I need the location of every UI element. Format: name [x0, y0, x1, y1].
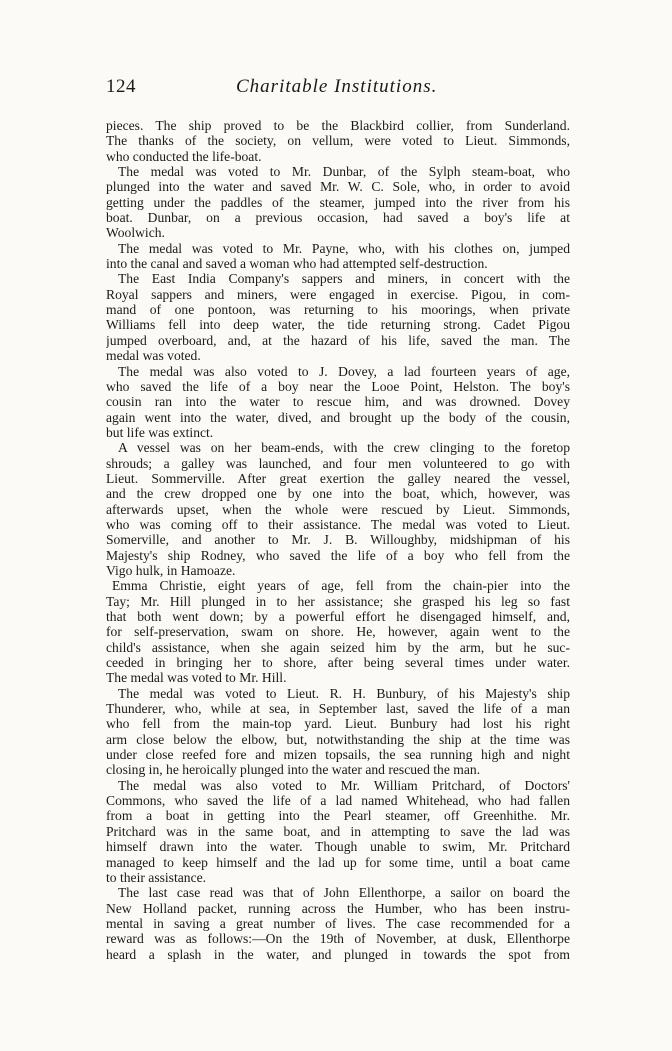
text-line: Lieut. Sommerville. After great exertion the galley neared the vessel, — [106, 470, 570, 486]
text-line: for self-preservation, swam on shore. He, however, again went to the — [106, 624, 570, 640]
text-line: The medal was also voted to J. Dovey, a lad fourteen years of age, — [118, 363, 570, 379]
text-line: under close reefed fore and mizen topsails, the sea running high and night — [106, 747, 570, 763]
text-line: closing in, he heroically plunged into the water and rescued the man. — [106, 762, 481, 778]
text-line: Emma Christie, eight years of age, fell from the chain-pier into the — [112, 578, 570, 594]
text-line: Majesty's ship Rodney, who saved the life of a boy who fell from the — [106, 547, 570, 563]
text-line: who fell from the main-top yard. Lieut. Bunbury had lost his right — [106, 716, 570, 732]
text-line: Pritchard was in the same boat, and in attempting to save the lad was — [106, 823, 570, 839]
text-line: The medal was voted to Mr. Payne, who, with his clothes on, jumped — [118, 240, 570, 256]
text-line: The medal was also voted to Mr. William Pritchard, of Doctors' — [118, 777, 570, 793]
text-line: reward was as follows:—On the 19th of November, at dusk, Ellenthorpe — [106, 931, 570, 947]
text-line: who conducted the life-boat. — [106, 148, 262, 164]
text-line: Royal sappers and miners, were engaged in exercise. Pigou, in com- — [106, 286, 570, 302]
text-line: himself drawn into the water. Though unable to swim, Mr. Pritchard — [106, 839, 570, 855]
text-line: The medal was voted to Mr. Hill. — [106, 670, 287, 686]
text-line: child's assistance, when she again seized him by the arm, but he suc- — [106, 639, 570, 655]
text-line: A vessel was on her beam-ends, with the crew clinging to the foretop — [118, 440, 570, 456]
text-line: ceeded in bringing her to shore, after being several times under water. — [106, 655, 570, 671]
text-line: afterwards upset, when the whole were rescued by Lieut. Simmonds, — [106, 501, 570, 517]
text-line: Woolwich. — [106, 225, 165, 241]
text-line: New Holland packet, running across the Humber, who has been instru- — [106, 900, 570, 916]
text-line: The medal was voted to Mr. Dunbar, of the Sylph steam-boat, who — [118, 164, 570, 180]
text-line: cousin ran into the water to rescue him, and was drowned. Dovey — [106, 394, 570, 410]
text-line: Thunderer, who, while at sea, in September last, saved the life of a man — [106, 701, 570, 717]
text-line: into the canal and saved a woman who had attempted self-destruction. — [106, 256, 488, 272]
text-line: The East India Company's sappers and miners, in concert with the — [118, 271, 570, 287]
text-line: arm close below the elbow, but, notwithstanding the ship at the time was — [106, 731, 570, 747]
text-line: jumped overboard, and, at the hazard of his life, saved the man. The — [106, 332, 570, 348]
text-line: who saved the life of a boy near the Looe Point, Helston. The boy's — [106, 378, 570, 394]
text-line: to their assistance. — [106, 869, 207, 885]
text-line: The thanks of the society, on vellum, were voted to Lieut. Simmonds, — [106, 133, 570, 149]
page-number: 124 — [106, 76, 136, 97]
text-line: mental in saving a great number of lives. The case recommended for a — [106, 915, 570, 931]
text-line: but life was extinct. — [106, 424, 214, 440]
text-line: again went into the water, dived, and brought up the body of the cousin, — [106, 409, 570, 425]
text-line: Williams fell into deep water, the tide returning strong. Cadet Pigou — [106, 317, 570, 333]
text-line: Vigo hulk, in Hamoaze. — [106, 562, 236, 578]
text-line: Commons, who saved the life of a lad named Whitehead, who had fallen — [106, 793, 570, 809]
text-line: Tay; Mr. Hill plunged in to her assistance; she grasped his leg so fast — [106, 593, 570, 609]
text-line: pieces. The ship proved to be the Blackbird collier, from Sunderland. — [106, 118, 570, 133]
text-line: from a boat in getting into the Pearl steamer, off Greenhithe. Mr. — [106, 808, 570, 824]
text-line: mand of one pontoon, was returning to his moorings, when private — [106, 302, 570, 318]
text-line: heard a splash in the water, and plunged in towards the spot from — [106, 946, 570, 962]
text-line: The medal was voted to Lieut. R. H. Bunbury, of his Majesty's ship — [118, 685, 570, 701]
body-text — [106, 118, 570, 962]
page-header — [106, 76, 570, 106]
text-line: boat. Dunbar, on a previous occasion, had saved a boy's life at — [106, 210, 570, 226]
running-title: Charitable Institutions. — [236, 76, 438, 97]
text-line: Somerville, and another to Mr. J. B. Willoughby, midshipman of his — [106, 532, 570, 548]
text-line: medal was voted. — [106, 348, 201, 364]
text-line: plunged into the water and saved Mr. W. C. Sole, who, in order to avoid — [106, 179, 570, 195]
text-line: getting under the paddles of the steamer, jumped into the river from his — [106, 194, 570, 210]
text-line: shrouds; a galley was launched, and four men volunteered to go with — [106, 455, 570, 471]
text-line: who was coming off to their assistance. The medal was voted to Lieut. — [106, 516, 570, 532]
text-line: and the crew dropped one by one into the boat, which, however, was — [106, 486, 570, 502]
text-line: managed to keep himself and the lad up for some time, until a boat came — [106, 854, 570, 870]
text-line: The last case read was that of John Ellenthorpe, a sailor on board the — [118, 885, 570, 901]
text-line: that both went down; by a powerful effort he disengaged himself, and, — [106, 609, 570, 624]
